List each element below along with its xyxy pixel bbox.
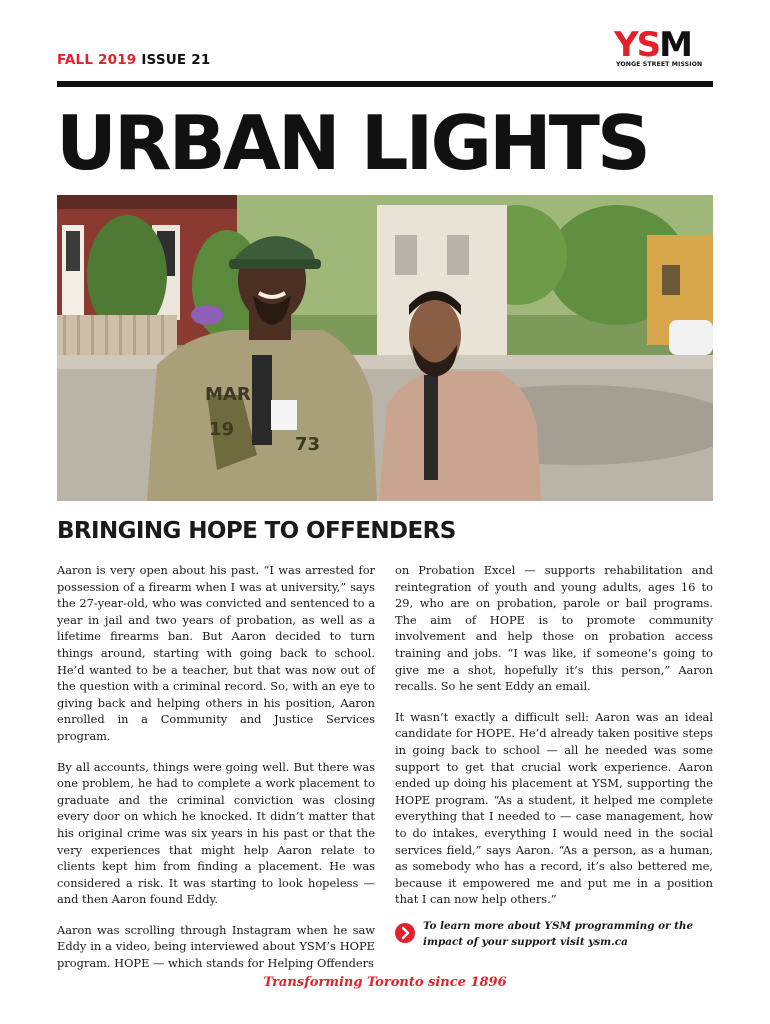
chevron-right-icon[interactable] [395, 923, 415, 943]
shirt-text-3: 73 [295, 434, 321, 455]
article-column-right [395, 562, 713, 922]
learn-more-link[interactable]: To learn more about YSM programming or the impact of your support visit ysm.ca [423, 920, 694, 948]
article-column-left [57, 562, 375, 986]
article-headline: BRINGING HOPE TO OFFENDERS [57, 518, 456, 544]
ysm-logo[interactable] [614, 25, 714, 70]
cover-photo [57, 195, 713, 501]
issue-season: FALL 2019 [57, 52, 137, 68]
logo-mark-ys: YS [614, 25, 660, 65]
cover-photo-illustration [57, 195, 713, 501]
article-paragraph: It wasn’t exactly a difficult sell: Aaron was an ideal candidate for HOPE. He’d already taken positive steps in going back to school — all he needed was some support to get that crucial work experience. Aaron ended up doing his placement at YSM, supporting the HOPE program. “As a student, it helped me complete everything that I needed to — case management, how to do intakes, everything I would need in the social services field,” says Aaron. “As a person, as a human, as somebody who has a record, it’s also bettered me, because it empowered me and put me in a position that I can now help others.” [395, 709, 713, 907]
shirt-text-1: MAR [205, 384, 251, 405]
logo-subtitle: YONGE STREET MISSION [616, 61, 703, 68]
issue-number: ISSUE 21 [141, 52, 211, 68]
issue-label [57, 52, 210, 68]
footer-tagline: Transforming Toronto since 1896 [263, 975, 507, 990]
masthead-title: URBAN LIGHTS [56, 99, 648, 187]
shirt-text-2: 19 [209, 419, 235, 440]
header-rule [57, 81, 713, 87]
article-paragraph: Aaron is very open about his past. “I was arrested for possession of a firearm when I was at university,” says the 27-year-old, who was convicted and sentenced to a year in jail and two years of probation, as well as a lifetime firearms ban. But Aaron decided to turn things around, starting with going back to school. He’d wanted to be a teacher, but that was now out of the question with a criminal record. So, with an eye to giving back and helping others in his position, Aaron enrolled in a Community and Justice Services program. [57, 563, 375, 743]
logo-mark-m: M [659, 25, 691, 65]
article-paragraph: on Probation Excel — supports rehabilitation and reintegration of youth and young adults, ages 16 to 29, who are on probation, parole or bail programs. The aim of HOPE is to promote community involvement and help those on probation access training and jobs. “I was like, if someone’s going to give me a shot, hopefully it’s this person,” Aaron recalls. So he sent Eddy an email. [395, 563, 713, 694]
article-paragraph: By all accounts, things were going well. But there was one problem, he had to complete a work placement to graduate and the criminal conviction was closing every door on which he knocked. It didn’t matter that his original crime was six years in his past or that the very experiences that might help Aaron relate to clients kept him from finding a placement. He was considered a risk. It was starting to look hopeless — and then Aaron found Eddy. [57, 759, 375, 907]
article-paragraph: Aaron was scrolling through Instagram when he saw Eddy in a video, being interviewed about YSM’s HOPE program. HOPE — which stands for Helping Offenders [57, 922, 375, 971]
logo-mark [614, 25, 691, 65]
